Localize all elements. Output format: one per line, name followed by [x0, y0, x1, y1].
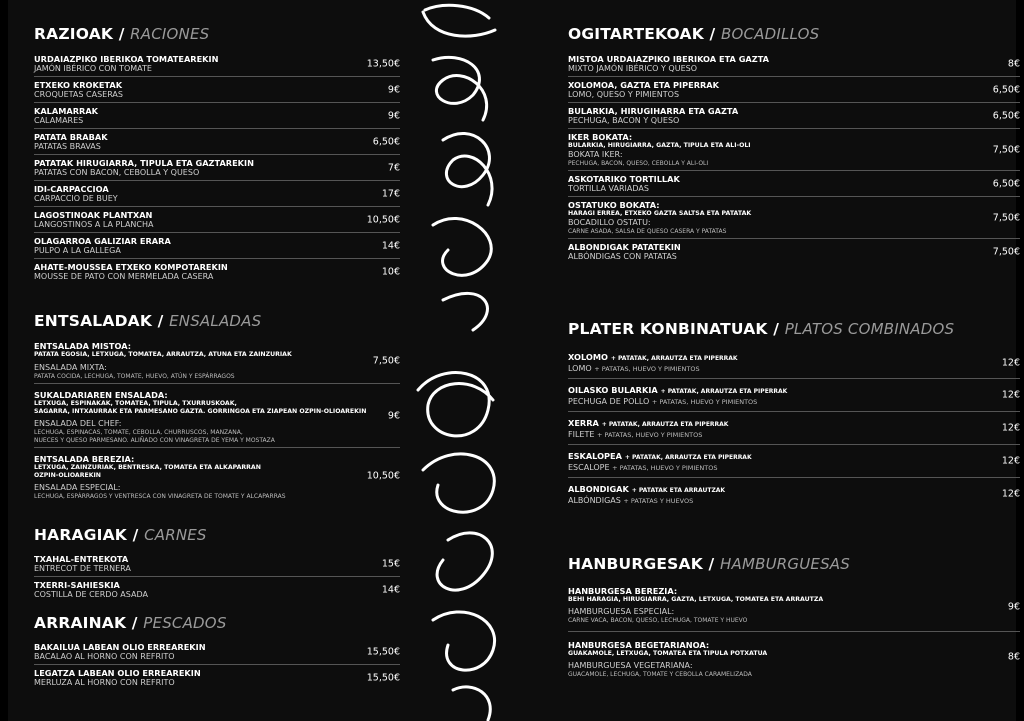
item-list [34, 639, 400, 690]
menu-item: ETXEKO KROKETAK CROQUETAS CASERAS 9€ [34, 77, 400, 103]
section-hanburgesak [568, 555, 1020, 681]
menu-item: TXAHAL-ENTREKOTA ENTRECOT DE TERNERA 15€ [34, 551, 400, 577]
item-list [568, 348, 1020, 510]
menu-item: TXERRI-SAHIESKIA COSTILLA DE CERDO ASADA 14€ [34, 580, 400, 599]
section-title: HARAGIAK / CARNES [34, 526, 207, 544]
section-title: PLATER KONBINATUAK / PLATOS COMBINADOS [568, 320, 955, 338]
section-ogitartekoak [568, 25, 1020, 264]
menu-item: MISTOA URDAIAZPIKO IBERIKOA ETA GAZTA MIXTO JAMÓN IBÉRICO Y QUESO 8€ [568, 51, 1020, 77]
section-haragiak [34, 526, 400, 602]
menu-item: URDAIAZPIKO IBERIKOA TOMATEAREKIN JAMÓN IBÉRICO CON TOMATE 13,50€ [34, 51, 400, 77]
section-title: HANBURGESAK / HAMBURGUESAS [568, 555, 850, 573]
menu-item: XERRA + PATATAK, ARRAUTZA ETA PIPERRAK FILETE + PATATAS, HUEVO Y PIMIENTOS 12€ [568, 412, 1020, 445]
menu-item: OILASKO BULARKIA + PATATAK, ARRAUTZA ETA PIPERRAK PECHUGA DE POLLO + PATATAS, HUEVO Y PIMIENTOS 12€ [568, 379, 1020, 412]
menu-item: HANBURGESA BEGETARIANOA: GUAKAMOLE, LETXUGA, TOMATEA ETA TIPULA POTXATUA HAMBURGUESA VEGETARIANA: GUACAMOLE, LECHUGA, TOMATE Y CEBOLLA CARAMELIZADA 8€ [568, 640, 1020, 678]
menu-item: ALBONDIGAK + PATATAK ETA ARRAUTZAK ALBÓNDIGAS + PATATAS Y HUEVOS 12€ [568, 484, 1020, 505]
section-arrainak [34, 614, 400, 690]
menu-item: OSTATUKO BOKATA: HARAGI ERREA, ETXEKO GAZTA SALTSA ETA PATATAK BOCADILLO OSTATU: CARNE ASADA, SALSA DE QUESO CASERA Y PATATAS 7,50€ [568, 197, 1020, 239]
menu-item: BULARKIA, HIRUGIHARRA ETA GAZTA PECHUGA, BACON Y QUESO 6,50€ [568, 103, 1020, 129]
item-list [34, 338, 400, 503]
menu-item: ASKOTARIKO TORTILLAK TORTILLA VARIADAS 6,50€ [568, 171, 1020, 197]
section-razioak [34, 25, 400, 284]
menu-item: IDI-CARPACCIOA CARPACCIO DE BUEY 17€ [34, 181, 400, 207]
menu-item: KALAMARRAK CALAMARES 9€ [34, 103, 400, 129]
script-lettering-decoration [403, 0, 523, 721]
menu-item: AHATE-MOUSSEA ETXEKO KOMPOTAREKIN MOUSSE DE PATO CON MERMELADA CASERA 10€ [34, 262, 400, 281]
section-title: RAZIOAK / RACIONES [34, 25, 210, 43]
menu-item: SUKALDARIAREN ENSALADA: LETXUGA, ESPINAKAK, TOMATEA, TIPULA, TXURRUSKOAK, SAGARRA, INTXAURRAK ETA PARMESANO GAZTA. GORRINGOA ETA ZIAPEAN OZPIN-OLIOAREKIN ENSALADA DEL CHEF: LECHUGA, ESPINACAS, TOMATE, CEBOLLA, CHURRUSCOS, MANZANA, NUECES Y QUESO PARMESANO. ALIÑADO CON VINAGRETA DE YEMA Y MOSTAZA 9€ [34, 384, 400, 448]
item-list [568, 583, 1020, 681]
menu-item: ESKALOPEA + PATATAK, ARRAUTZA ETA PIPERRAK ESCALOPE + PATATAS, HUEVO Y PIMIENTOS 12€ [568, 445, 1020, 478]
menu-item: ENTSALADA BEREZIA: LETXUGA, ZAINZURIAK, BENTRESKA, TOMATEA ETA ALKAPARRAN OZPIN-OLIOAREKIN ENSALADA ESPECIAL: LECHUGA, ESPÁRRAGOS Y VENTRESCA CON VINAGRETA DE TOMATE Y ALCAPARRAS 10,50€ [34, 454, 400, 500]
menu-item: BAKAILUA LABEAN OLIO ERREAREKIN BACALAO AL HORNO CON REFRITO 15,50€ [34, 639, 400, 665]
menu-item: PATATA BRABAK PATATAS BRAVAS 6,50€ [34, 129, 400, 155]
handwritten-logo-icon [403, 0, 523, 721]
menu-item: HANBURGESA BEREZIA: BEHI HARAGIA, HIRUGIARRA, GAZTA, LETXUGA, TOMATEA ETA ARRAUTZA HAMBURGUESA ESPECIAL: CARNE VACA, BACON, QUESO, LECHUGA, TOMATE Y HUEVO 9€ [568, 583, 1020, 632]
menu-item: IKER BOKATA: BULARKIA, HIRUGIARRA, GAZTA, TIPULA ETA ALI-OLI BOKATA IKER: PECHUGA, BACON, QUESO, CEBOLLA Y ALI-OLI 7,50€ [568, 129, 1020, 171]
section-title: OGITARTEKOAK / BOCADILLOS [568, 25, 820, 43]
section-entsaladak [34, 312, 400, 503]
menu-item: LAGOSTINOAK PLANTXAN LANGOSTINOS A LA PLANCHA 10,50€ [34, 207, 400, 233]
item-list [34, 51, 400, 284]
section-title: ENTSALADAK / ENSALADAS [34, 312, 262, 330]
menu-item: ENTSALADA MISTOA: PATATA EGOSIA, LETXUGA, TOMATEA, ARRAUTZA, ATUNA ETA ZAINZURIAK ENSALADA MIXTA: PATATA COCIDA, LECHUGA, TOMATE, HUEVO, ATÚN Y ESPÁRRAGOS 7,50€ [34, 338, 400, 384]
menu-item: XOLOMO + PATATAK, ARRAUTZA ETA PIPERRAK LOMO + PATATAS, HUEVO Y PIMIENTOS 12€ [568, 348, 1020, 379]
item-list [568, 51, 1020, 264]
menu-item: XOLOMOA, GAZTA ETA PIPERRAK LOMO, QUESO Y PIMIENTOS 6,50€ [568, 77, 1020, 103]
item-list [34, 551, 400, 602]
section-plater-konbinatuak [568, 320, 1020, 510]
menu-item: PATATAK HIRUGIARRA, TIPULA ETA GAZTAREKIN PATATAS CON BACON, CEBOLLA Y QUESO 7€ [34, 155, 400, 181]
menu-item: LEGATZA LABEAN OLIO ERREAREKIN MERLUZA AL HORNO CON REFRITO 15,50€ [34, 668, 400, 687]
menu-item: ALBONDIGAK PATATEKIN ALBÓNDIGAS CON PATATAS 7,50€ [568, 242, 1020, 261]
menu-page [8, 0, 1020, 721]
section-title: ARRAINAK / PESCADOS [34, 614, 227, 632]
menu-item: OLAGARROA GALIZIAR ERARA PULPO A LA GALLEGA 14€ [34, 233, 400, 259]
